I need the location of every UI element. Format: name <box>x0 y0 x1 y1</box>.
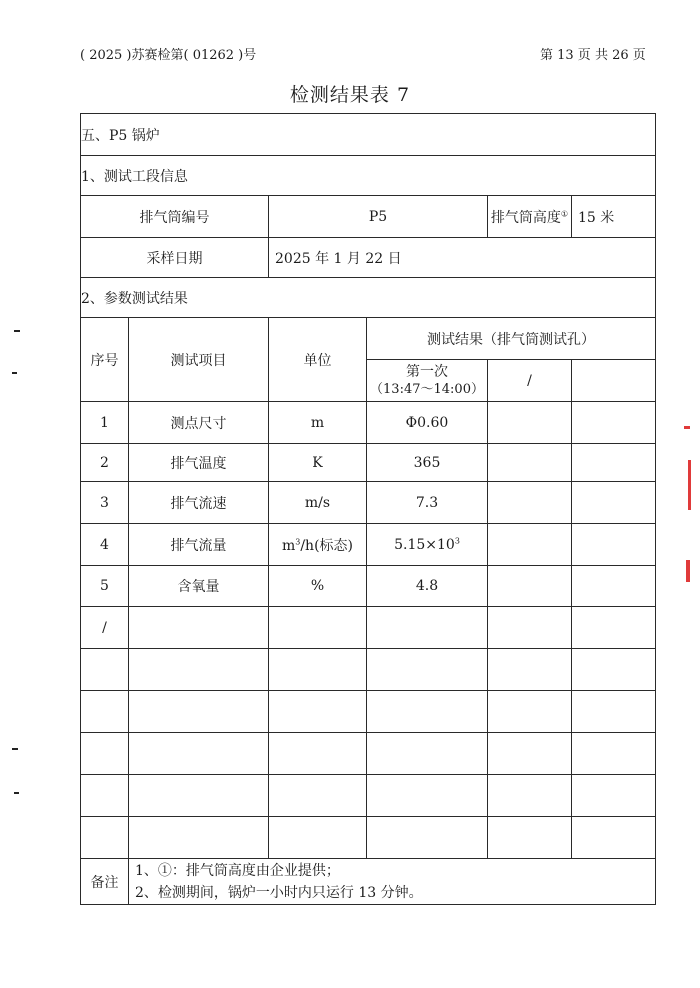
row-item <box>129 775 269 817</box>
row-seq-text: 2 <box>100 454 109 471</box>
section-title: 五、P5 锅炉 <box>81 114 656 156</box>
row-item-text: 测点尺寸 <box>170 415 227 432</box>
row-first-value <box>367 607 488 649</box>
seal-edge-mark <box>684 426 690 429</box>
row-unit <box>269 733 367 775</box>
row-unit-text: % <box>310 578 325 594</box>
stack-number-value: P5 <box>269 196 488 238</box>
col-item-header: 测试项目 <box>129 318 269 402</box>
scan-mark <box>14 792 19 794</box>
row-item <box>129 566 269 607</box>
row-second-value <box>488 775 572 817</box>
info-heading-row <box>81 156 656 196</box>
page-info: 第 13 页 共 26 页 <box>540 48 646 63</box>
row-unit-text: m <box>281 537 296 554</box>
row-seq-text: 3 <box>100 494 109 511</box>
col-seq-header: 序号 <box>81 318 129 402</box>
table-row <box>81 482 656 524</box>
row-second-value <box>488 444 572 482</box>
sampling-date-label: 采样日期 <box>81 238 269 278</box>
row-third-value <box>572 566 656 607</box>
row-seq <box>81 649 129 691</box>
row-third-value <box>572 444 656 482</box>
row-item-text: 排气温度 <box>170 455 227 472</box>
row-third-value <box>572 817 656 859</box>
row-unit-text: K <box>312 454 323 471</box>
row-unit <box>269 607 367 649</box>
row-unit <box>269 566 367 607</box>
unit-superscript: 3 <box>295 536 301 546</box>
row-item <box>129 649 269 691</box>
row-third-value <box>572 691 656 733</box>
table-row <box>81 691 656 733</box>
row-third-value <box>572 649 656 691</box>
row-item-text: 含氧量 <box>177 579 220 595</box>
row-unit-text: m/s <box>304 494 331 511</box>
row-unit <box>269 482 367 524</box>
row-first-value <box>367 524 488 566</box>
section-title-row <box>81 114 656 156</box>
table-row <box>81 402 656 444</box>
row-item <box>129 444 269 482</box>
row-item-text: 排气流速 <box>170 495 227 512</box>
table-row <box>81 607 656 649</box>
stack-info-row <box>81 196 656 238</box>
row-first-value-text: 4.8 <box>415 578 439 594</box>
row-seq <box>81 817 129 859</box>
scan-mark <box>12 748 18 750</box>
row-seq <box>81 482 129 524</box>
row-first-value-text: Φ0.60 <box>405 414 449 431</box>
remark-line: 1、①：排气筒高度由企业提供； <box>135 862 340 879</box>
info-heading: 1、测试工段信息 <box>81 156 656 196</box>
row-third-value <box>572 402 656 444</box>
row-item <box>129 607 269 649</box>
row-first-value <box>367 691 488 733</box>
row-second-value <box>488 482 572 524</box>
col-first-time: （13:47～14:00） <box>370 381 484 397</box>
row-second-value <box>488 607 572 649</box>
row-first-value <box>367 444 488 482</box>
row-second-value <box>488 691 572 733</box>
row-third-value <box>572 775 656 817</box>
row-seq <box>81 691 129 733</box>
sampling-date-value: 2025 年 1 月 22 日 <box>269 238 656 278</box>
row-seq-text: / <box>102 619 107 636</box>
value-superscript: 3 <box>454 535 460 545</box>
row-first-value-text: 7.3 <box>415 494 439 511</box>
scan-mark <box>12 372 17 374</box>
row-unit <box>269 691 367 733</box>
unit-suffix: /h(标态) <box>300 537 354 554</box>
row-seq <box>81 524 129 566</box>
row-unit <box>269 649 367 691</box>
row-third-value <box>572 607 656 649</box>
row-unit <box>269 817 367 859</box>
row-item <box>129 817 269 859</box>
param-heading-row <box>81 278 656 318</box>
col-second-header: / <box>488 360 572 402</box>
table-row <box>81 733 656 775</box>
row-seq <box>81 566 129 607</box>
row-seq <box>81 402 129 444</box>
row-item <box>129 733 269 775</box>
table-row <box>81 649 656 691</box>
remarks-row <box>81 859 656 905</box>
results-table <box>80 113 656 905</box>
table-row <box>81 524 656 566</box>
row-seq <box>81 607 129 649</box>
sampling-date-row <box>81 238 656 278</box>
col-third-header <box>572 360 656 402</box>
table-row <box>81 817 656 859</box>
row-second-value <box>488 733 572 775</box>
table-row <box>81 566 656 607</box>
table-row <box>81 444 656 482</box>
stack-height-value: 15 米 <box>572 196 656 238</box>
row-item <box>129 482 269 524</box>
row-second-value <box>488 402 572 444</box>
row-unit <box>269 444 367 482</box>
row-second-value <box>488 524 572 566</box>
stack-height-note: ① <box>560 208 569 218</box>
row-first-value-text: 5.15×10 <box>394 536 455 553</box>
row-first-value <box>367 402 488 444</box>
row-seq-text: 4 <box>100 536 109 553</box>
table-row <box>81 775 656 817</box>
row-unit <box>269 775 367 817</box>
row-third-value <box>572 733 656 775</box>
row-seq <box>81 775 129 817</box>
scan-mark <box>14 330 20 332</box>
row-item-text: 排气流量 <box>170 537 227 554</box>
row-first-value <box>367 566 488 607</box>
row-unit <box>269 402 367 444</box>
row-item <box>129 402 269 444</box>
remark-line: 2、检测期间，锅炉一小时内只运行 13 分钟。 <box>135 884 423 901</box>
row-seq <box>81 733 129 775</box>
stack-height-label: 排气筒高度 <box>490 209 561 226</box>
row-first-value <box>367 775 488 817</box>
remarks-content <box>129 859 656 905</box>
row-first-value-text: 365 <box>413 454 441 471</box>
row-second-value <box>488 566 572 607</box>
remarks-label: 备注 <box>81 859 129 905</box>
col-unit-header: 单位 <box>269 318 367 402</box>
col-first-header <box>367 360 488 402</box>
seal-edge-mark <box>686 560 690 582</box>
row-unit-text: m <box>310 414 325 431</box>
row-first-value <box>367 733 488 775</box>
document-number: ( 2025 )苏赛检第( 01262 )号 <box>80 48 257 63</box>
row-second-value <box>488 649 572 691</box>
row-third-value <box>572 524 656 566</box>
stack-height-label-cell <box>488 196 572 238</box>
row-seq-text: 1 <box>100 414 109 431</box>
row-item <box>129 524 269 566</box>
col-first-label: 第一次 <box>406 363 448 380</box>
row-second-value <box>488 817 572 859</box>
row-first-value <box>367 649 488 691</box>
param-heading: 2、参数测试结果 <box>81 278 656 318</box>
stack-number-label: 排气筒编号 <box>81 196 269 238</box>
row-first-value <box>367 817 488 859</box>
seal-edge-mark <box>688 460 691 510</box>
col-result-group-header: 测试结果（排气筒测试孔） <box>367 318 656 360</box>
row-item <box>129 691 269 733</box>
page-title: 检测结果表 7 <box>289 84 411 106</box>
row-first-value <box>367 482 488 524</box>
column-header-row <box>81 318 656 360</box>
row-third-value <box>572 482 656 524</box>
row-seq-text: 5 <box>100 578 109 594</box>
row-unit <box>269 524 367 566</box>
row-seq <box>81 444 129 482</box>
